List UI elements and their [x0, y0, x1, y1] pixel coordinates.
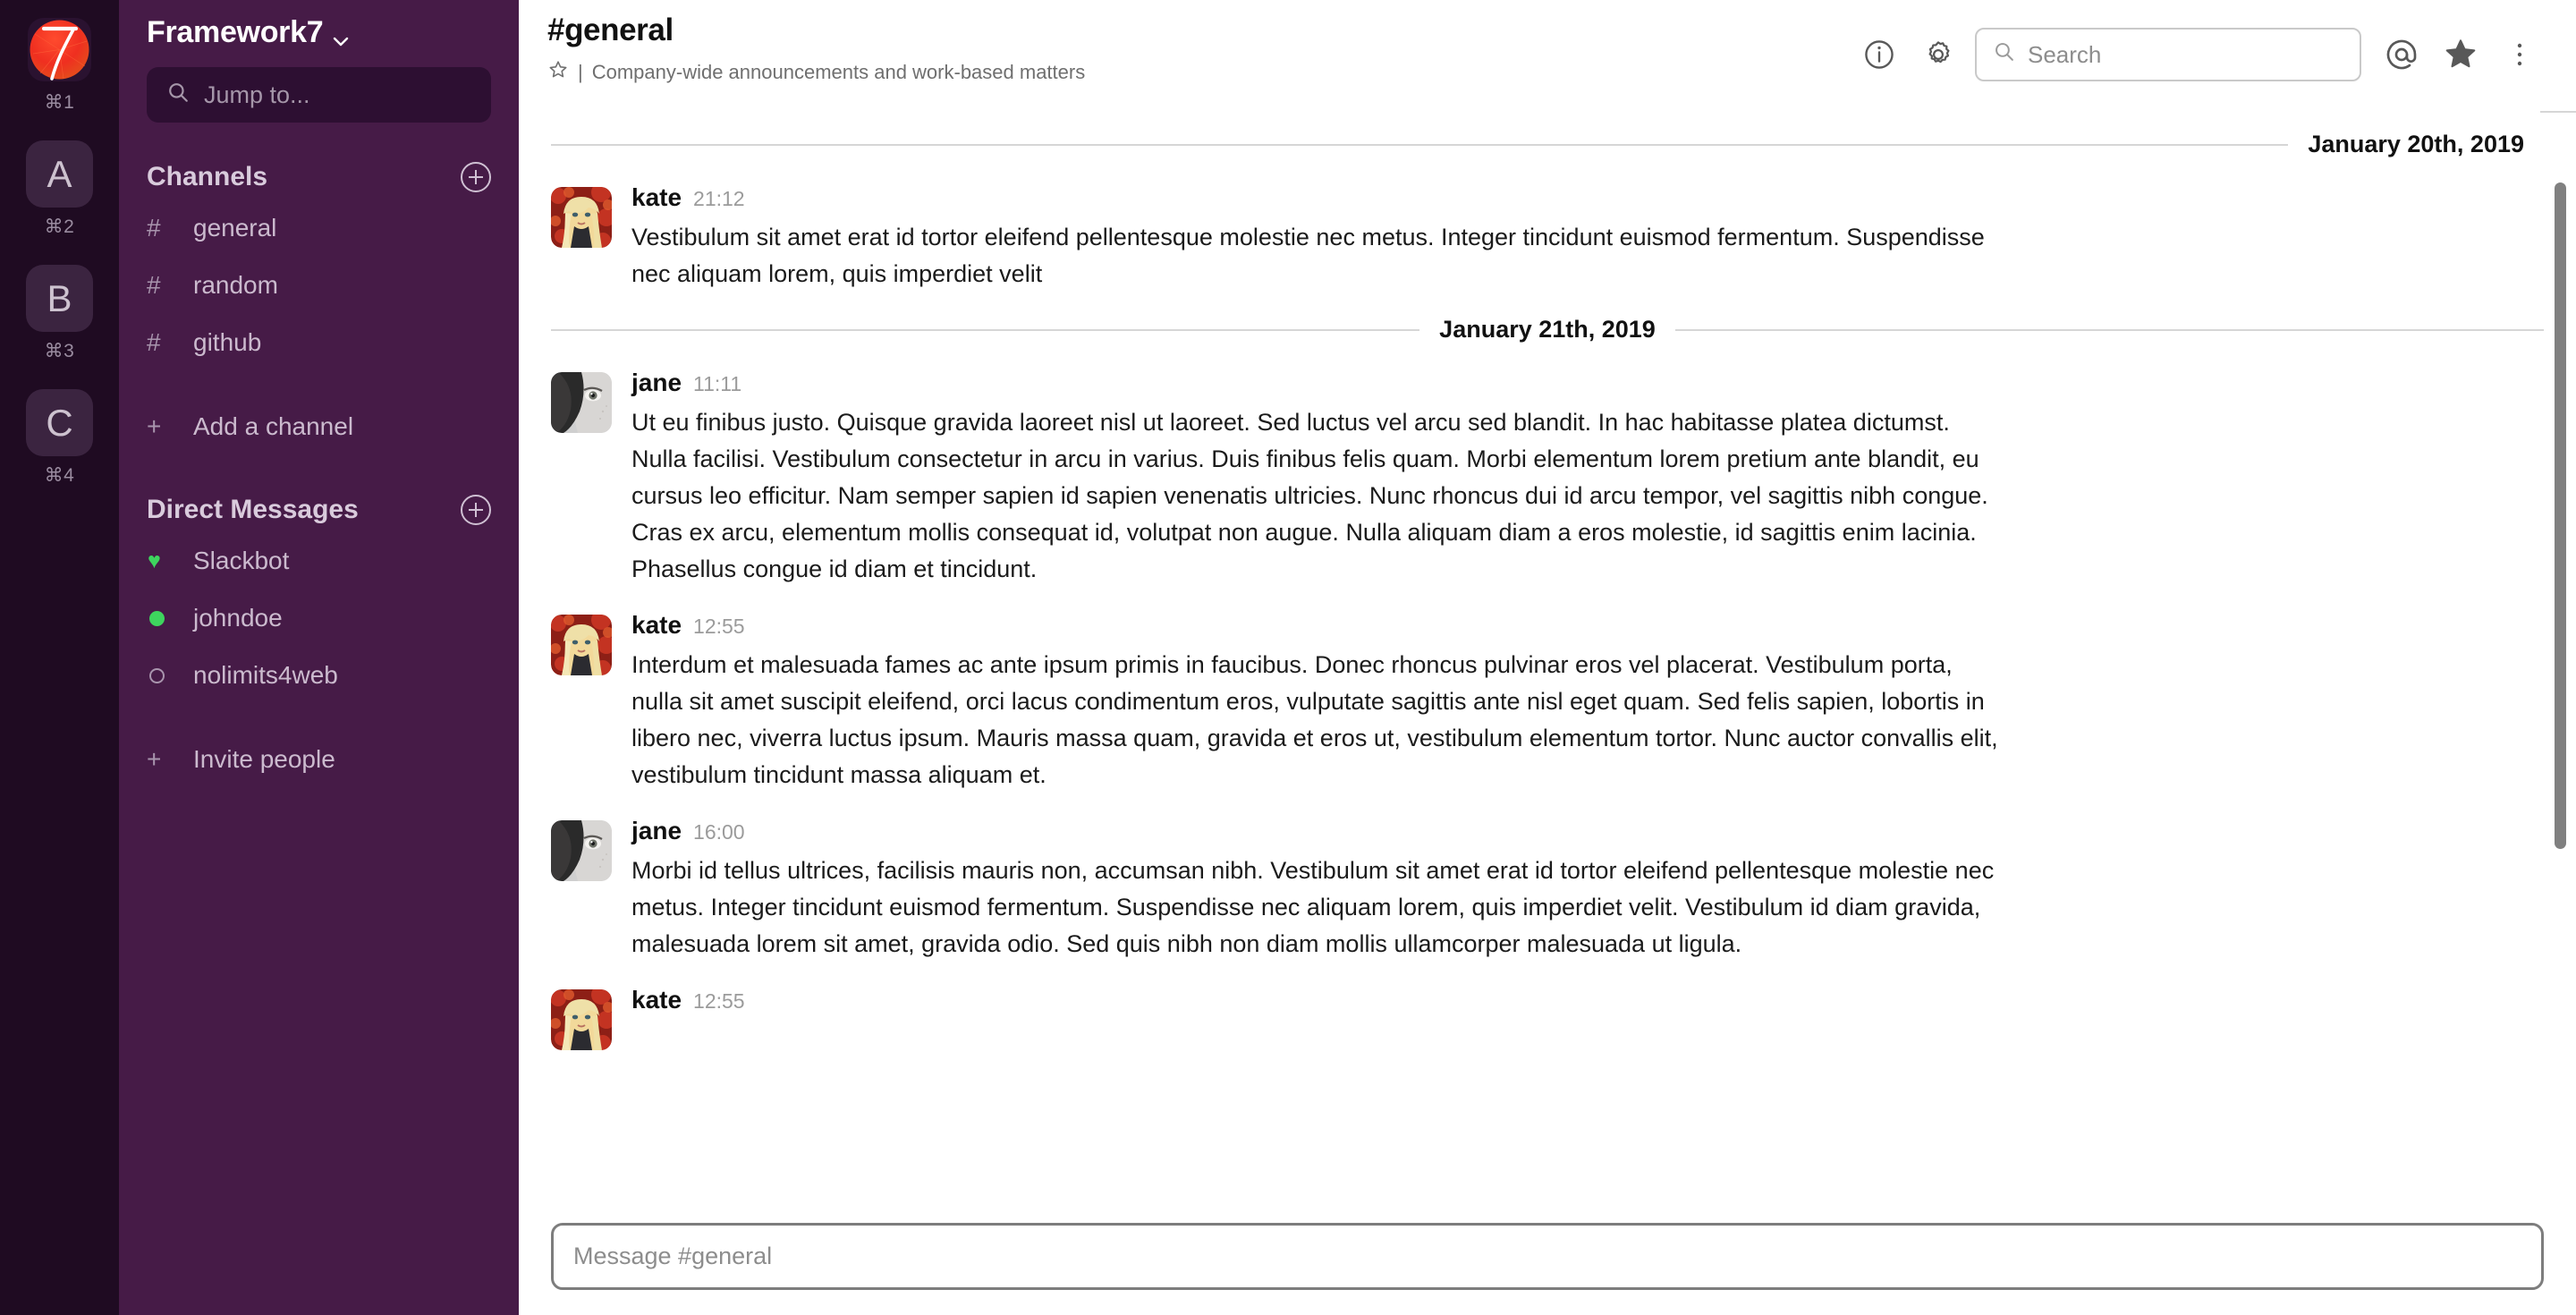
chevron-down-icon[interactable] — [330, 25, 352, 47]
star-outline-icon[interactable] — [547, 59, 569, 86]
workspace-shortcut: ⌘3 — [44, 341, 75, 361]
message-header — [631, 817, 2009, 845]
workspace-letter-tile[interactable]: B — [26, 265, 93, 332]
message-header — [631, 986, 2009, 1014]
message-text: Morbi id tellus ultrices, facilisis mauris non, accumsan nibh. Vestibulum sit amet erat id tortor eleifend pellentesque molestie nec metus. Integer tincidunt euismod fermentum. Suspendisse nec aliquam lorem, quis imperdiet velit. Vestibulum id diam gravida, malesuada lorem sit amet, gravida odio. Sed quis nibh non diam mollis ullamcorper malesuada ut ligula. — [631, 857, 1995, 958]
add-direct-message-plus-icon[interactable] — [461, 495, 491, 525]
plus-icon: + — [147, 745, 162, 773]
jump-to-input[interactable] — [147, 67, 491, 123]
date-label: January 21th, 2019 — [1439, 316, 1656, 344]
gear-icon[interactable] — [1909, 25, 1968, 84]
channels-section-header — [119, 162, 519, 192]
composer — [519, 1209, 2576, 1315]
direct-messages-section-header — [119, 495, 519, 525]
workspace-name: Framework7 — [147, 15, 324, 49]
star-filled-icon[interactable] — [2431, 25, 2490, 84]
date-divider — [519, 131, 2576, 158]
sidebar-item-github[interactable] — [119, 314, 519, 371]
message-input-placeholder: Message #general — [573, 1243, 773, 1269]
message-timestamp: 12:55 — [693, 615, 745, 639]
add-a-channel-label: Add a channel — [193, 412, 354, 440]
page-title: #general — [547, 13, 674, 47]
jump-to-placeholder: Jump to... — [204, 81, 310, 108]
message-header — [631, 611, 2009, 640]
search-icon — [1993, 40, 2015, 69]
spacer — [119, 371, 519, 398]
workspace-shortcut: ⌘1 — [44, 92, 75, 113]
presence-online-icon — [147, 611, 193, 626]
message-body — [631, 183, 2009, 293]
hash-icon: # — [147, 214, 161, 242]
channels-title: Channels — [147, 162, 268, 191]
sidebar-item-label: github — [193, 328, 262, 356]
workspace-item-framework7[interactable] — [0, 16, 119, 114]
add-a-channel-button[interactable] — [119, 398, 519, 455]
channel-subtitle — [547, 59, 1085, 86]
avatar[interactable] — [551, 820, 612, 881]
message-timestamp: 16:00 — [693, 820, 745, 844]
message-input[interactable] — [551, 1223, 2544, 1290]
spacer — [119, 704, 519, 731]
direct-messages-title: Direct Messages — [147, 495, 359, 524]
date-divider — [519, 316, 2576, 344]
message-header — [631, 183, 2009, 212]
workspace-letter-tile[interactable]: A — [26, 140, 93, 208]
invite-people-label: Invite people — [193, 745, 335, 773]
message-item[interactable] — [519, 986, 2576, 1050]
message-author[interactable]: jane — [631, 369, 682, 397]
workspace-item-b[interactable] — [0, 265, 119, 362]
subtitle-separator: | — [578, 61, 583, 83]
info-circle-icon[interactable] — [1850, 25, 1909, 84]
sidebar-item-nolimits4web[interactable] — [119, 647, 519, 704]
message-text: Vestibulum sit amet erat id tortor eleifend pellentesque molestie nec metus. Integer tincidunt euismod fermentum. Suspendisse nec aliquam lorem, quis imperdiet velit — [631, 224, 1985, 288]
vertical-scrollbar[interactable] — [2555, 182, 2566, 849]
search-placeholder: Search — [2028, 40, 2102, 68]
message-author[interactable]: kate — [631, 986, 682, 1014]
workspace-rail — [0, 0, 119, 1315]
sidebar-item-label: johndoe — [193, 604, 283, 632]
workspace-letter-tile[interactable]: C — [26, 389, 93, 456]
workspace-shortcut: ⌘2 — [44, 216, 75, 237]
message-text: Interdum et malesuada fames ac ante ipsum primis in faucibus. Donec rhoncus pulvinar eros vel placerat. Vestibulum porta, nulla sit amet suscipit eleifend, orci lacus condimentum eros, vulputate sagittis ante nisl eget quam. Sed felis sapien, lobortis in libero nec, viverra luctus ipsum. Mauris massa quam, gravida et eros ut, vestibulum elementum tortor. Nunc auctor convallis elit, vestibulum tincidunt massa aliquam et. — [631, 651, 1998, 789]
plus-icon: + — [147, 412, 162, 440]
hash-icon: # — [147, 271, 161, 299]
search-icon — [166, 81, 190, 110]
sidebar-item-johndoe[interactable] — [119, 590, 519, 647]
message-item[interactable] — [519, 369, 2576, 588]
workspace-item-c[interactable] — [0, 389, 119, 487]
header-actions — [1850, 13, 2549, 84]
workspace-shortcut: ⌘4 — [44, 465, 75, 486]
sidebar-item-label: general — [193, 214, 277, 242]
sidebar-item-general[interactable] — [119, 199, 519, 257]
message-body — [631, 369, 2009, 588]
message-timestamp: 11:11 — [693, 372, 742, 396]
divider-line — [551, 329, 1419, 331]
search-input[interactable] — [1975, 28, 2361, 81]
message-item[interactable] — [519, 611, 2576, 793]
message-author[interactable]: kate — [631, 611, 682, 640]
workspace-title-button[interactable] — [119, 0, 519, 50]
workspace-item-a[interactable] — [0, 140, 119, 238]
avatar[interactable] — [551, 989, 612, 1050]
divider-line — [551, 144, 2288, 146]
message-list — [519, 131, 2576, 1050]
message-body — [631, 611, 2009, 793]
sidebar-item-random[interactable] — [119, 257, 519, 314]
avatar[interactable] — [551, 372, 612, 433]
date-label: January 20th, 2019 — [2308, 131, 2524, 157]
main-panel — [519, 0, 2576, 1315]
message-body — [631, 986, 2009, 1050]
message-header — [631, 369, 2009, 397]
divider — [2540, 111, 2576, 113]
avatar[interactable] — [551, 187, 612, 248]
invite-people-button[interactable] — [119, 731, 519, 788]
message-timestamp: 12:55 — [693, 989, 745, 1014]
divider-line — [1675, 329, 2544, 331]
sidebar — [119, 0, 519, 1315]
sidebar-item-label: nolimits4web — [193, 661, 338, 689]
framework7-logo-icon[interactable] — [26, 16, 93, 83]
channel-header — [519, 0, 2576, 111]
sidebar-item-slackbot[interactable] — [119, 532, 519, 590]
presence-heart-icon: ♥ — [148, 547, 161, 573]
hash-icon: # — [147, 328, 161, 356]
channel-purpose: Company-wide announcements and work-based matters — [591, 61, 1086, 83]
message-text: Ut eu finibus justo. Quisque gravida laoreet nisl ut laoreet. Sed luctus vel arcu sed blandit. In hac habitasse platea dictumst. Nulla facilisi. Vestibulum consectetur in arcu in varius. Duis finibus felis quam. Morbi elementum lorem pretium ante blandit, eu cursus leo efficitur. Nam semper sapien id sapien venenatis ultricies. Nunc rhoncus dui id arcu tempor, vel sagittis nibh congue. Cras ex arcu, elementum mollis consequat id, volutpat non augue. Nulla aliquam diam a eros molestie, id sagittis enim lacinia. Phasellus congue id diam et tincidunt. — [631, 409, 1988, 583]
avatar[interactable] — [551, 615, 612, 675]
message-timestamp: 21:12 — [693, 187, 745, 210]
channel-identity — [546, 13, 1085, 86]
message-item[interactable] — [519, 817, 2576, 963]
at-mention-icon[interactable] — [2372, 25, 2431, 84]
message-body — [631, 817, 2009, 963]
message-author[interactable]: kate — [631, 183, 682, 211]
presence-offline-icon — [147, 668, 193, 683]
sidebar-item-label: random — [193, 271, 278, 299]
message-item[interactable] — [519, 183, 2576, 293]
message-scroll-area[interactable] — [519, 111, 2576, 1315]
kebab-menu-icon[interactable] — [2490, 25, 2549, 84]
add-channel-plus-icon[interactable] — [461, 162, 491, 192]
sidebar-item-label: Slackbot — [193, 547, 290, 574]
message-author[interactable]: jane — [631, 817, 682, 845]
